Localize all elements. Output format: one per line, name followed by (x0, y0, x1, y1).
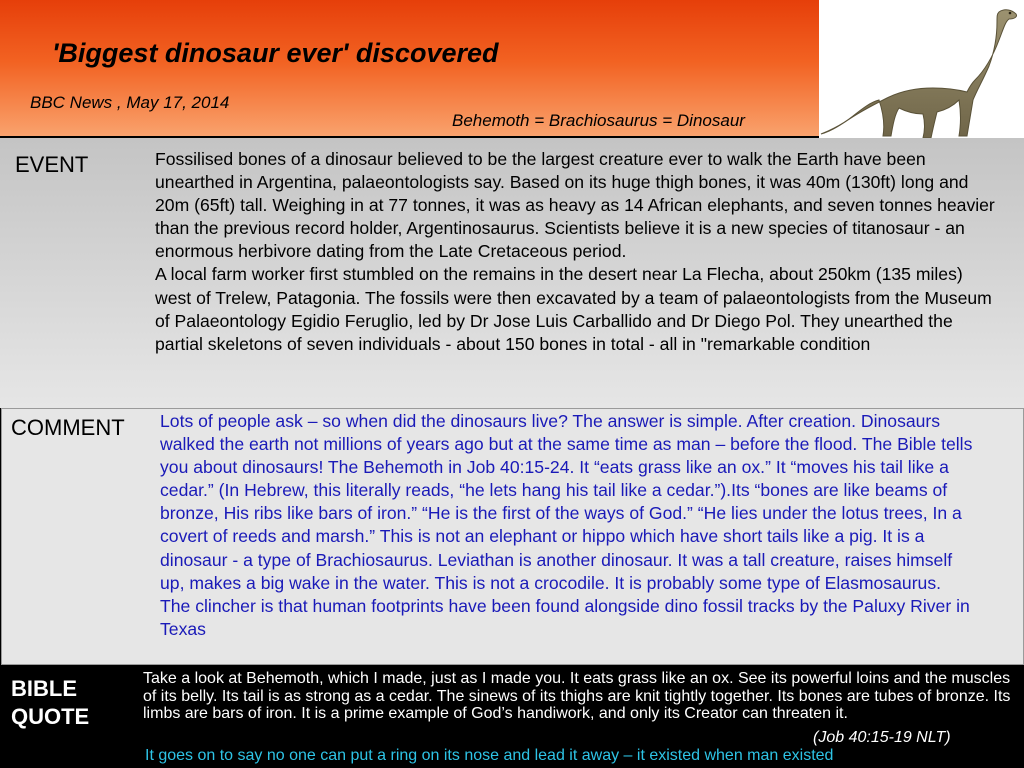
comment-label: COMMENT (11, 415, 125, 440)
bible-label-line: QUOTE (11, 704, 90, 729)
bible-label-line: BIBLE (11, 676, 77, 701)
bible-note: It goes on to say no one can put a ring on its nose and lead it away – it existed when man existed (145, 747, 834, 764)
comment-text: Lots of people ask – so when did the dinosaurs live? The answer is simple. After creation. Dinosaurs walked the earth not millions of years ago but at the same time as man – before the flood. The Bible tells you about dinosaurs! The Behemoth in Job 40:15-24. It “eats grass like an ox.” It “moves his tail like a cedar.” (In Hebrew, this literally reads, “he lets hang his tail like a cedar.”).Its “bones are like beams of bronze, His ribs like bars of iron.” “He is the first of the ways of God.” “He lies under the lotus trees, In a covert of reeds and marsh.” This is not an elephant or hippo which have short tails like a pig. It is a dinosaur - a type of Brachiosaurus. Leviathan is another dinosaur. It was a tall creature, raises himself up, makes a big wake in the water. This is not a crocodile. It is probably some type of Elasmosaurus. The clincher is that human footprints have been found alongside dino fossil tracks by the Paluxy River in Texas (160, 411, 973, 639)
bible-quote-text: Take a look at Behemoth, which I made, just as I made you. It eats grass like an ox. See its powerful loins and the muscles of its belly. Its tail is as strong as a cedar. The sinews of its thighs are knit tightly together. Its bones are tubes of bronze. Its limbs are bars of iron. It is a prime example of God’s handiwork, and only its Creator can threaten it. (143, 670, 1011, 723)
event-paragraph: A local farm worker first stumbled on the remains in the desert near La Flecha, about 250km (135 miles) west of Trelew, Patagonia. The fossils were then excavated by a team of palaeontologists from the Museum of Palaeontology Egidio Feruglio, led by Dr Jose Luis Carballido and Dr Diego Pol. They unearthed the partial skeletons of seven individuals - about 150 bones in total - all in "remarkable condition (155, 264, 992, 354)
event-label: EVENT (15, 152, 89, 177)
slide-title: 'Biggest dinosaur ever' discovered (52, 38, 499, 68)
event-text (155, 148, 995, 356)
news-source: BBC News , May 17, 2014 (30, 93, 230, 112)
brachiosaurus-icon (819, 0, 1024, 150)
behemoth-equation: Behemoth = Brachiosaurus = Dinosaur (452, 111, 745, 130)
bible-reference: (Job 40:15-19 NLT) (813, 729, 951, 746)
bible-quote-label (11, 675, 131, 731)
brachiosaurus-image (819, 0, 1024, 150)
event-paragraph: Fossilised bones of a dinosaur believed to be the largest creature ever to walk the Earth have been unearthed in Argentina, palaeontologists say. Based on its huge thigh bones, it was 40m (130ft) long and 20m (65ft) tall. Weighing in at 77 tonnes, it was as heavy as 14 African elephants, and seven tonnes heavier than the previous record holder, Argentinosaurus. Scientists believe it is a new species of titanosaur - an enormous herbivore dating from the Late Cretaceous period. (155, 149, 995, 262)
